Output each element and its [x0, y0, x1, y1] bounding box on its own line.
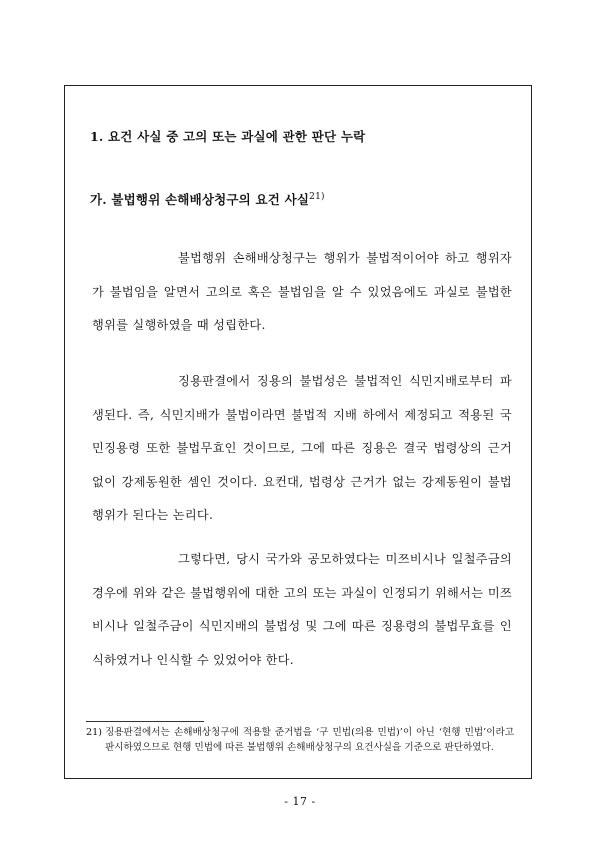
body-paragraph-3 [92, 543, 512, 677]
footnote-text: 징용판결에서는 손해배상청구에 적용할 준거법을 ‘구 민법(의용 민법)’이 아닌 ‘현행 민법’이라고 판시하였으므로 현행 민법에 따른 불법행위 손해배상청구의 요건사실을 기준으로 판단하였다. [104, 727, 514, 753]
page-number: - 17 - [284, 795, 316, 808]
subsection-heading-text: 가. 불법행위 손해배상청구의 요건 사실 [90, 192, 310, 207]
body-paragraph-2 [92, 365, 512, 533]
footnote-number: 21) [86, 727, 102, 738]
paragraph-text: 그렇다면, 당시 국가와 공모하였다는 미쯔비시나 일철주금의 경우에 위와 같은 불법행위에 대한 고의 또는 과실이 인정되기 위해서는 미쯔비시나 일철주금이 식민지배의 불법성 및 그에 따른 징용령의 불법무효를 인식하였거나 인식할 수 있었어야 한다. [92, 552, 512, 667]
subsection-heading [90, 190, 325, 208]
body-paragraph-1 [92, 242, 512, 343]
footnote-reference: 21) [309, 191, 325, 202]
footnote-divider [86, 721, 204, 722]
footnote [86, 725, 514, 755]
paragraph-text: 징용판결에서 징용의 불법성은 불법적인 식민지배로부터 파생된다. 즉, 식민지배가 불법이라면 불법적 지배 하에서 제정되고 적용된 국민징용령 또한 불법무효인 것이므로, 그에 따른 징용은 결국 법령상의 근거 없이 강제동원한 셈인 것이다. 요컨대, 법령상 근거가 없는 강제동원이 불법행위가 된다는 논리다. [92, 374, 512, 522]
section-heading: 1. 요건 사실 중 고의 또는 과실에 관한 판단 누락 [90, 129, 366, 144]
paragraph-text: 불법행위 손해배상청구는 행위가 불법적이어야 하고 행위자가 불법임을 알면서 고의로 혹은 불법임을 알 수 있었음에도 과실로 불법한 행위를 실행하였을 때 성립한다. [92, 251, 512, 332]
